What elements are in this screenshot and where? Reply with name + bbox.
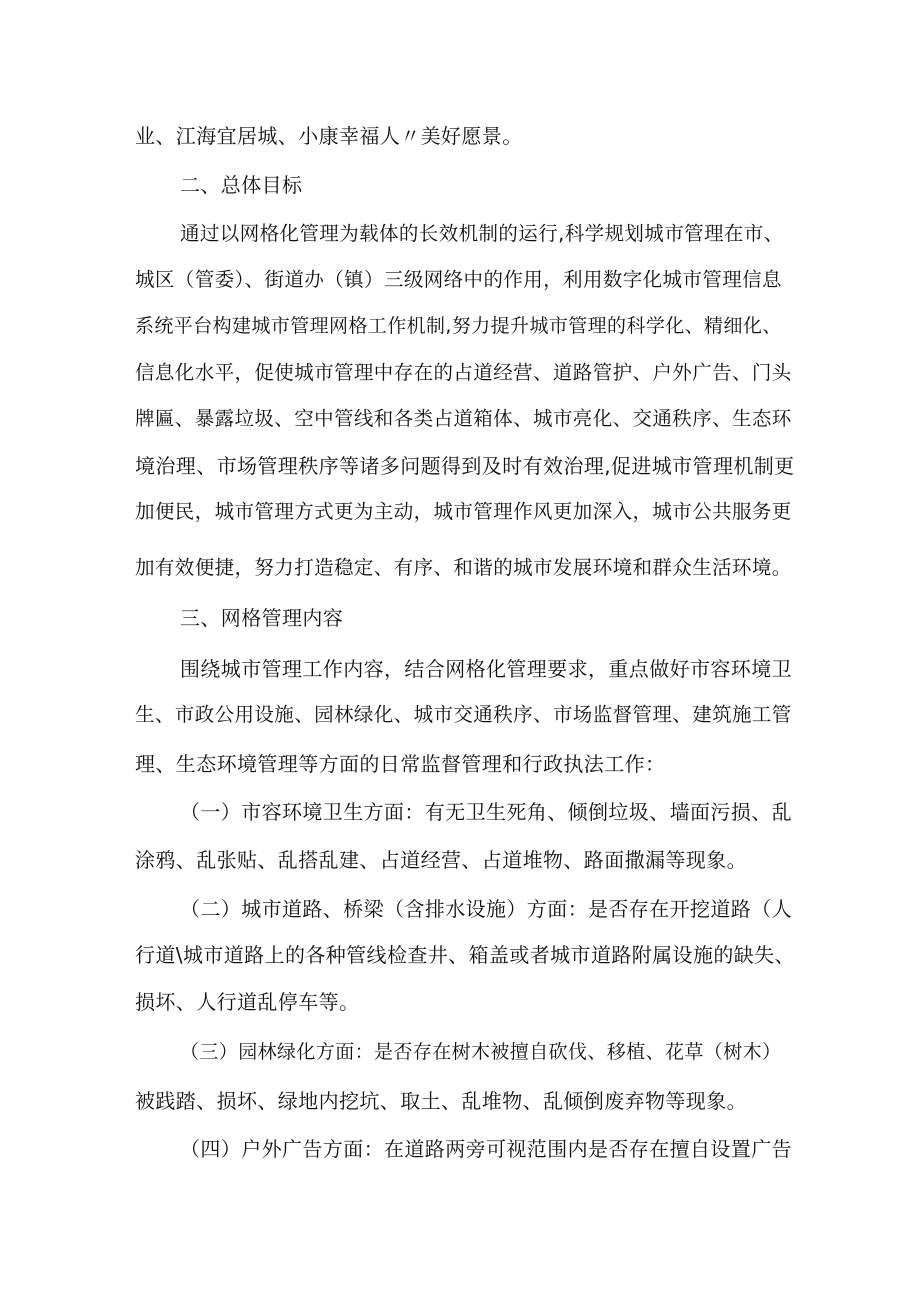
text-line-15: （一）市容环境卫生方面：有无卫生死角、倾倒垃圾、墙面污损、乱 [180,800,792,824]
text-line-21: 被践踏、损坏、绿地内挖坑、取土、乱堆物、乱倾倒废弃物等现象。 [135,1089,747,1113]
text-line-8: 境治理、市场管理秩序等诸多问题得到及时有效治理,促进城市管理机制更 [135,454,795,478]
section-heading-3: 三、网格管理内容 [180,606,344,630]
text-line-14: 理、生态环境管理等方面的日常监督管理和行政执法工作： [135,752,666,776]
section-heading-2: 二、总体目标 [180,173,303,197]
text-line-6: 信息化水平，促使城市管理中存在的占道经营、道路管护、户外广告、门头 [135,361,792,384]
text-line-18: 行道\城市道路上的各种管线检查井、箱盖或者城市道路附属设施的缺失、 [135,943,795,967]
text-line-19: 损坏、人行道乱停车等。 [135,990,360,1014]
text-line-3: 通过以网格化管理为载体的长效机制的运行,科学规划城市管理在市、 [180,222,784,245]
text-line-9: 加便民，城市管理方式更为主动，城市管理作风更加深入，城市公共服务更 [135,500,792,523]
text-line-22: （四）户外广告方面：在道路两旁可视范围内是否存在擅自设置广告 [180,1137,792,1161]
text-line-12: 围绕城市管理工作内容，结合网格化管理要求，重点做好市容环境卫 [180,657,792,681]
text-line-13: 生、市政公用设施、园林绿化、城市交通秩序、市场监督管理、建筑施工管 [135,703,792,726]
text-line-4: 城区（管委）、街道办（镇）三级网络中的作用，利用数字化城市管理信息 [135,268,782,291]
text-line-10: 加有效便捷，努力打造稳定、有序、和谐的城市发展环境和群众生活环境。 [135,556,792,579]
text-line-7: 牌匾、暴露垃圾、空中管线和各类占道箱体、城市亮化、交通秩序、生态环 [135,407,792,430]
text-line-1: 业、江海宜居城、小康幸福人〃美好愿景。 [135,124,523,148]
text-line-20: （三）园林绿化方面：是否存在树木被擅自砍伐、移植、花草（树木） [180,1041,782,1063]
text-line-5: 系统平台构建城市管理网格工作机制,努力提升城市管理的科学化、精细化、 [135,315,782,337]
text-line-17: （二）城市道路、桥梁（含排水设施）方面：是否存在开挖道路（人 [180,897,792,921]
text-line-16: 涂鸦、乱张贴、乱搭乱建、占道经营、占道堆物、路面撒漏等现象。 [135,848,747,872]
